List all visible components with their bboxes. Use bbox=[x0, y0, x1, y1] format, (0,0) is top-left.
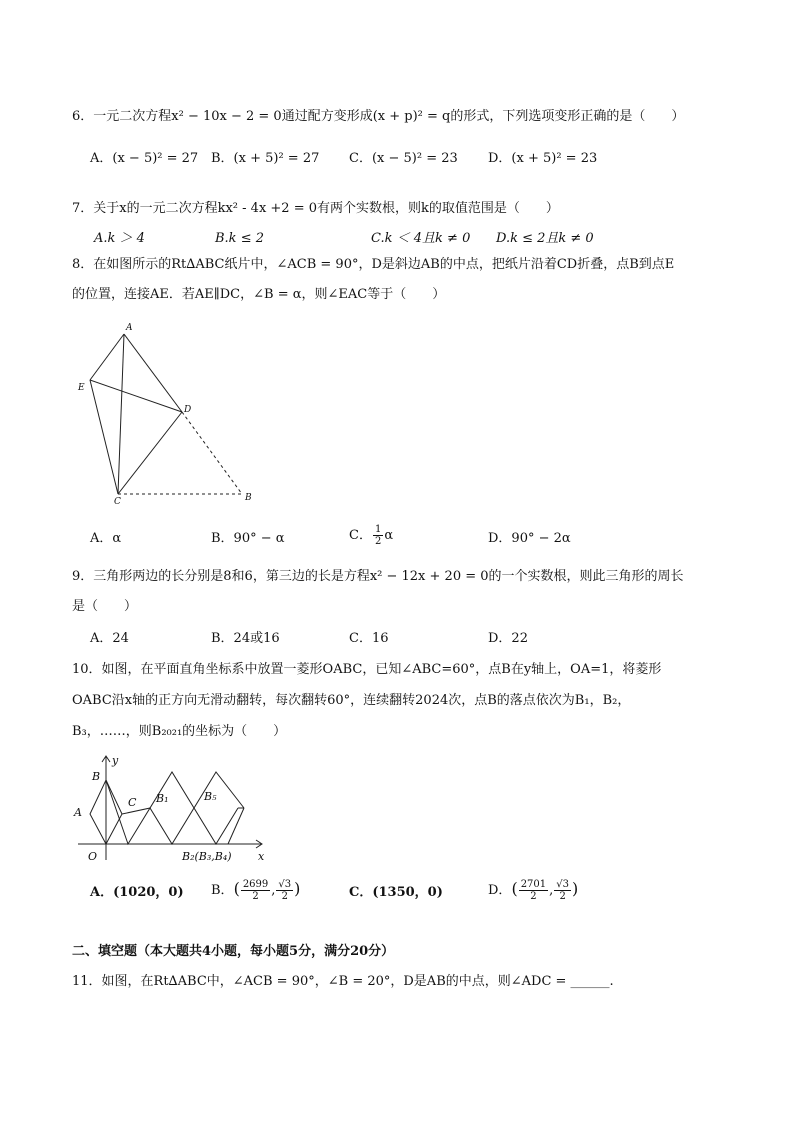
q7-option-a: A.k ＞ 4 bbox=[94, 231, 145, 246]
q10-rolling-zigzag-upper bbox=[122, 772, 244, 814]
q8-stem-line1: 8．在如图所示的Rt∆ABC纸片中，∠ACB = 90°，D是斜边AB的中点，把纸片沿着CD折叠，点B到点E bbox=[72, 257, 675, 272]
q8-label-b: B bbox=[245, 493, 252, 503]
q6-option-b: B．(x + 5)² = 27 bbox=[211, 151, 320, 166]
q6-option-a: A．(x − 5)² = 27 bbox=[90, 151, 199, 166]
q7-option-c: C.k ＜ 4且k ≠ 0 bbox=[371, 231, 471, 246]
q10-label-c: C bbox=[128, 796, 137, 809]
q8-segment-db-dashed bbox=[182, 412, 242, 494]
q9-option-b: B．24或16 bbox=[211, 631, 280, 646]
q10-stem-line2: OABC沿x轴的正方向无滑动翻转，每次翻转60°，连续翻转2024次，点B的落点依次为B₁，B₂， bbox=[72, 693, 631, 708]
q8-option-a: A．α bbox=[90, 531, 122, 546]
q6-option-c: C．(x − 5)² = 23 bbox=[349, 151, 458, 166]
q10-label-x: x bbox=[258, 850, 265, 863]
q10-option-a: A．(1020，0) bbox=[90, 885, 184, 900]
q8-label-e: E bbox=[78, 383, 85, 393]
q10-option-c: C．(1350，0) bbox=[349, 885, 443, 900]
q7-option-b: B.k ≤ 2 bbox=[215, 231, 264, 246]
q10-label-o: O bbox=[88, 850, 98, 863]
q9-stem-line2: 是（ ） bbox=[72, 599, 138, 614]
q7-stem: 7．关于x的一元二次方程kx² - 4x +2 = 0有两个实数根，则k的取值范围是（ ） bbox=[72, 201, 559, 216]
q8-label-c: C bbox=[114, 497, 121, 507]
q8-option-b: B．90° − α bbox=[211, 531, 285, 546]
q9-option-d: D．22 bbox=[488, 631, 528, 646]
q10-stem-line3: B₃，……，则B₂₀₂₁的坐标为（ ） bbox=[72, 724, 287, 739]
q10-figure bbox=[72, 750, 272, 868]
q10-label-b1: B₁ bbox=[156, 792, 169, 805]
q10-label-a: A bbox=[74, 806, 82, 819]
q8-option-d: D．90° − 2α bbox=[488, 531, 571, 546]
q10-stem-line1: 10．如图，在平面直角坐标系中放置一菱形OABC，已知∠ABC=60°，点B在y轴上，OA=1，将菱形 bbox=[72, 662, 662, 677]
q8-figure bbox=[74, 318, 274, 508]
q10-label-b5: B₅ bbox=[204, 790, 217, 803]
q11-stem: 11．如图，在Rt∆ABC中，∠ACB = 90°，∠B = 20°，D是AB的中点，则∠ADC = ______. bbox=[72, 974, 614, 989]
q8-segment-ae bbox=[90, 334, 124, 380]
q10-rolling-zigzag-lower bbox=[106, 780, 238, 844]
q9-stem-line1: 9．三角形两边的长分别是8和6，第三边的长是方程x² − 12x + 20 = 0的一个实数根，则此三角形的周长 bbox=[72, 569, 684, 584]
q10-option-b: B．( $\frac{2699}{2}$ , $\frac{√3}{2}$ ) bbox=[211, 879, 301, 902]
q8-segment-ec bbox=[90, 380, 118, 494]
q7-option-d: D.k ≤ 2且k ≠ 0 bbox=[496, 231, 594, 246]
section2-title: 二、填空题（本大题共4小题，每小题5分，满分20分） bbox=[72, 944, 395, 959]
q10-label-y: y bbox=[112, 754, 119, 767]
q8-option-c-fraction: $\frac{1}{2}$ bbox=[374, 524, 382, 547]
q8-segment-dc bbox=[118, 412, 182, 494]
q10-last-edge bbox=[228, 808, 244, 844]
q8-segment-ad bbox=[124, 334, 182, 412]
q8-segment-ac bbox=[118, 334, 124, 494]
q8-segment-ed bbox=[90, 380, 182, 412]
q8-label-d: D bbox=[184, 405, 192, 415]
q10-label-b: B bbox=[92, 770, 101, 783]
q6-option-d: D．(x + 5)² = 23 bbox=[488, 151, 598, 166]
q6-stem: 6．一元二次方程x² − 10x − 2 = 0通过配方变形成(x + p)² = q的形式，下列选项变形正确的是（ ） bbox=[72, 109, 685, 124]
q9-option-a: A．24 bbox=[90, 631, 129, 646]
q9-option-c: C．16 bbox=[349, 631, 389, 646]
q10-option-d: D．( $\frac{2701}{2}$ , $\frac{√3}{2}$ ) bbox=[488, 879, 579, 902]
q8-option-c: C． $\frac{1}{2}$ α bbox=[349, 524, 394, 547]
q10-label-b2: B₂(B₃,B₄) bbox=[182, 850, 232, 863]
q8-stem-line2: 的位置，连接AE．若AE∥DC，∠B = α，则∠EAC等于（ ） bbox=[72, 287, 446, 302]
q8-label-a: A bbox=[126, 323, 133, 333]
q8-option-c-letter: C． bbox=[349, 528, 372, 543]
